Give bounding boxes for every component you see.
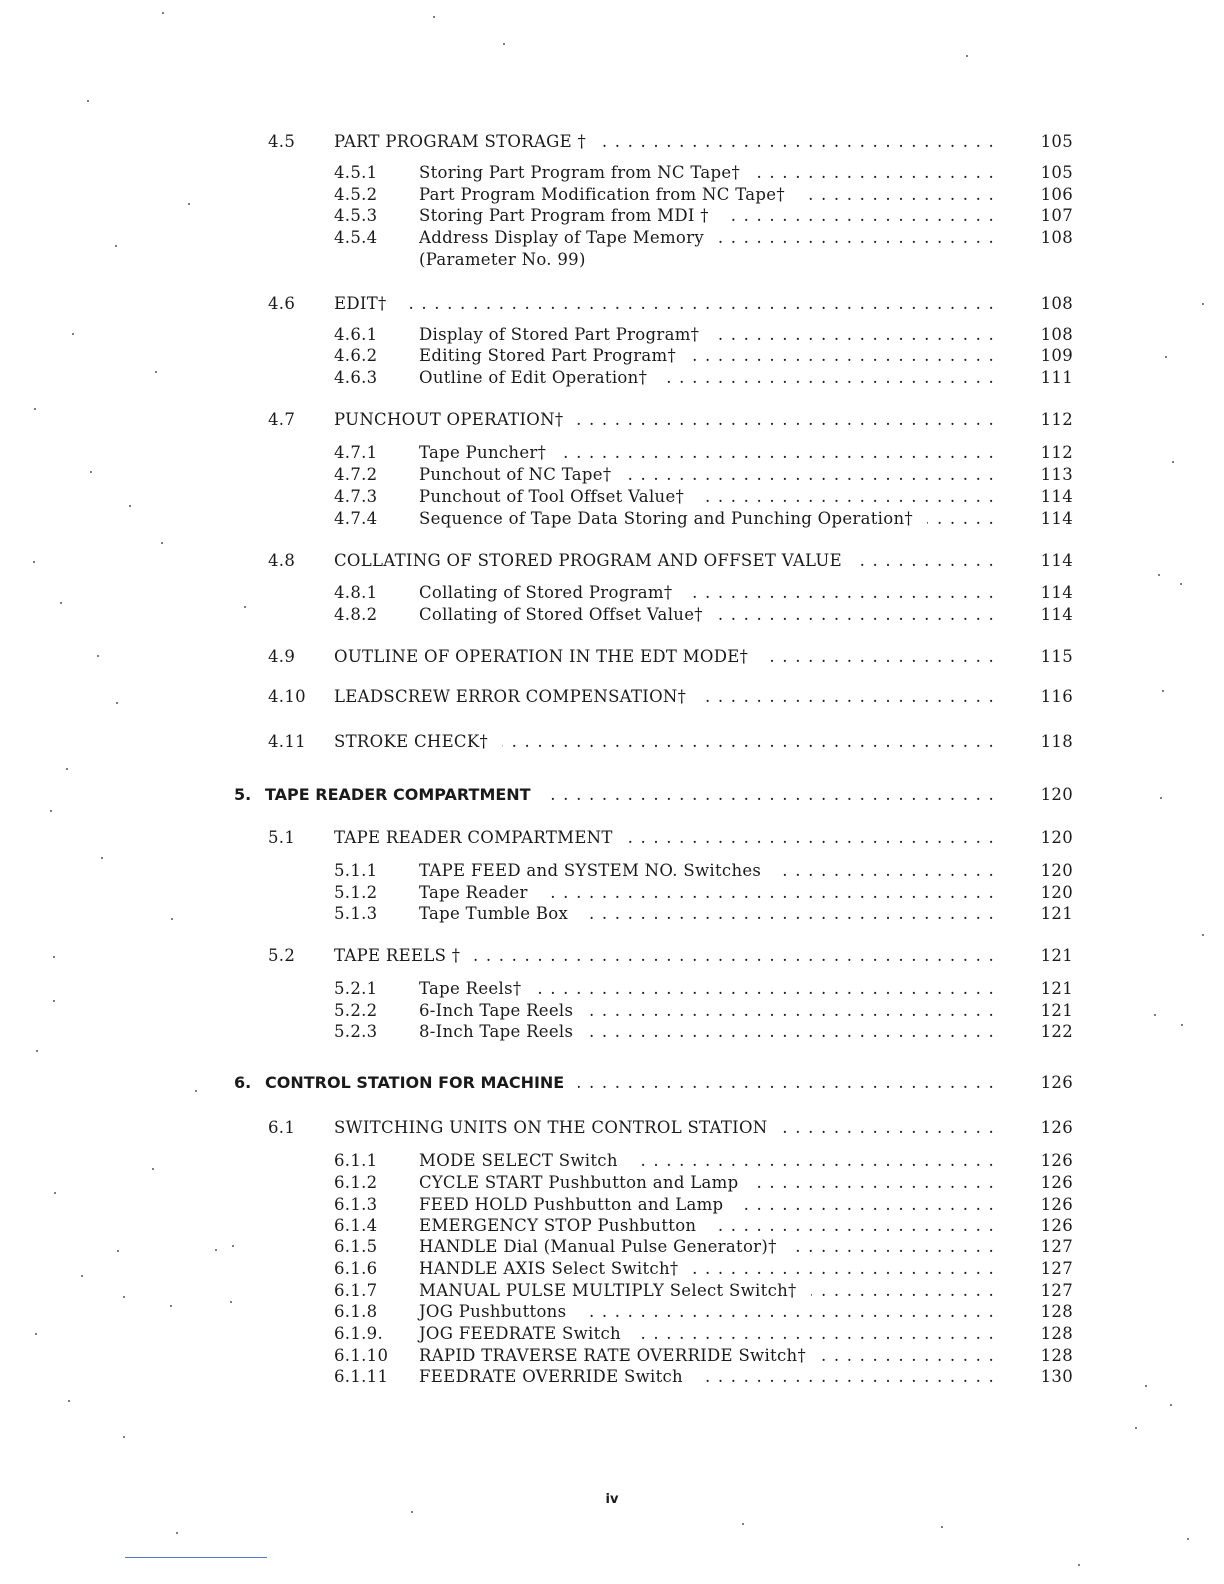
scan-speck: [1170, 1404, 1172, 1406]
scan-speck: [116, 702, 118, 704]
scan-speck: [81, 1275, 83, 1277]
toc-entry-number: 5.2.2: [334, 1001, 378, 1020]
scan-speck: [1160, 797, 1162, 799]
toc-entry-sub: [0, 582, 1224, 604]
toc-entry-title: Tape Puncher†: [419, 443, 547, 462]
scan-speck: [1165, 356, 1167, 358]
toc-entry-sub: [0, 1301, 1224, 1323]
dot-leader: [635, 1323, 995, 1345]
toc-entry-page: 130: [1040, 1367, 1073, 1386]
toc-entry-title: MANUAL PULSE MULTIPLY Select Switch†: [419, 1281, 797, 1300]
scan-speck: [1154, 1014, 1156, 1016]
dot-leader: [700, 686, 995, 708]
toc-entry-page: 113: [1040, 465, 1073, 484]
toc-entry-sub: [0, 442, 1224, 464]
dot-leader: [799, 184, 995, 206]
dot-leader: [686, 582, 995, 604]
toc-entry-title: JOG Pushbuttons: [419, 1302, 567, 1321]
dot-leader: [775, 860, 995, 882]
scan-speck: [215, 1249, 217, 1251]
toc-entry-page: 114: [1040, 509, 1073, 528]
dot-leader: [661, 367, 995, 389]
toc-entry-sub: [0, 1150, 1224, 1172]
scan-speck: [1145, 1385, 1147, 1387]
toc-entry-number: 4.8: [268, 551, 296, 570]
toc-entry-sub: [0, 1000, 1224, 1022]
scan-speck: [941, 1526, 943, 1528]
toc-entry-number: 5.1.3: [334, 904, 378, 923]
toc-entry-sub: [0, 324, 1224, 346]
toc-entry-title: CONTROL STATION FOR MACHINE: [265, 1073, 565, 1092]
scan-speck: [72, 333, 74, 335]
scan-speck: [90, 471, 92, 473]
toc-entry-sub: [0, 978, 1224, 1000]
dot-leader: [560, 442, 995, 464]
toc-entry-sub: [0, 162, 1224, 184]
scan-speck: [129, 505, 131, 507]
toc-entry-title: Tape Reels†: [419, 979, 522, 998]
toc-entry-title: TAPE READER COMPARTMENT: [334, 828, 613, 847]
scan-speck: [54, 1192, 56, 1194]
scan-speck: [87, 100, 89, 102]
toc-entry-title: FEEDRATE OVERRIDE Switch: [419, 1367, 683, 1386]
toc-entry-page: 126: [1040, 1173, 1073, 1192]
scan-speck: [1078, 1564, 1080, 1566]
toc-entry-number: 6.1.10: [334, 1346, 389, 1365]
dot-leader: [474, 945, 995, 967]
toc-entry-sub: [0, 1323, 1224, 1345]
toc-entry-page: 112: [1040, 443, 1073, 462]
toc-entry-sec: [0, 1117, 1224, 1139]
toc-entry-number: 4.8.2: [334, 605, 378, 624]
toc-entry-sub: [0, 1236, 1224, 1258]
toc-entry-number: 4.6.2: [334, 346, 378, 365]
toc-entry-title: RAPID TRAVERSE RATE OVERRIDE Switch†: [419, 1346, 806, 1365]
dot-leader: [580, 1301, 995, 1323]
toc-entry-title: 6-Inch Tape Reels: [419, 1001, 574, 1020]
toc-entry-chap: [0, 784, 1224, 806]
toc-entry-title: HANDLE Dial (Manual Pulse Generator)†: [419, 1237, 777, 1256]
dot-leader: [811, 1280, 995, 1302]
scan-speck: [1135, 1427, 1137, 1429]
toc-entry-title: Punchout of NC Tape†: [419, 465, 612, 484]
toc-entry-title: Tape Tumble Box: [419, 904, 569, 923]
dot-leader: [542, 882, 995, 904]
toc-entry-page: 126: [1040, 1195, 1073, 1214]
toc-entry-page: 127: [1040, 1281, 1073, 1300]
toc-entry-number: 5.2.1: [334, 979, 378, 998]
toc-entry-title: SWITCHING UNITS ON THE CONTROL STATION: [334, 1118, 768, 1137]
toc-entry-sub: [0, 604, 1224, 626]
toc-entry-page: 127: [1040, 1237, 1073, 1256]
toc-entry-title: FEED HOLD Pushbutton and Lamp: [419, 1195, 724, 1214]
toc-entry-number: 4.5.4: [334, 228, 378, 247]
dot-leader: [577, 409, 995, 431]
scan-speck: [66, 768, 68, 770]
toc-entry-page: 114: [1040, 487, 1073, 506]
toc-entry-page: 108: [1040, 294, 1073, 313]
scan-speck: [1158, 574, 1160, 576]
dot-leader: [723, 205, 995, 227]
toc-entry-title: MODE SELECT Switch: [419, 1151, 618, 1170]
scan-speck: [1202, 934, 1204, 936]
dot-leader: [718, 227, 995, 249]
scan-speck: [503, 43, 505, 45]
scan-speck: [1187, 1538, 1189, 1540]
toc-entry-number: 5.2.3: [334, 1022, 378, 1041]
toc-entry-page: 111: [1040, 368, 1073, 387]
toc-entry-title: Address Display of Tape Memory: [419, 228, 704, 247]
toc-entry-page: 118: [1040, 732, 1073, 751]
toc-entry-title: PUNCHOUT OPERATION†: [334, 410, 564, 429]
toc-entry-number: 6.1.7: [334, 1281, 378, 1300]
scan-speck: [115, 245, 117, 247]
toc-entry-title: TAPE FEED and SYSTEM NO. Switches: [419, 861, 762, 880]
scan-speck: [53, 1000, 55, 1002]
toc-entry-title: Sequence of Tape Data Storing and Punching Operation†: [419, 509, 913, 528]
dot-leader: [625, 464, 995, 486]
toc-entry-sec: [0, 131, 1224, 153]
toc-entry-title: Tape Reader: [419, 883, 528, 902]
toc-entry-title: (Parameter No. 99): [419, 250, 586, 269]
scan-speck: [188, 203, 190, 205]
toc-entry-title: Outline of Edit Operation†: [419, 368, 648, 387]
toc-entry-number: 6.1.8: [334, 1302, 378, 1321]
toc-entry-page: 112: [1040, 410, 1073, 429]
toc-entry-page: 128: [1040, 1324, 1073, 1343]
scan-speck: [123, 1436, 125, 1438]
toc-entry-number: 5.1.2: [334, 883, 378, 902]
scan-speck: [162, 12, 164, 14]
scan-speck: [50, 810, 52, 812]
toc-entry-number: 4.5.1: [334, 163, 378, 182]
dot-leader: [782, 1117, 995, 1139]
scan-speck: [1181, 1024, 1183, 1026]
toc-entry-number: 4.6.3: [334, 368, 378, 387]
toc-entry-page: 126: [1040, 1216, 1073, 1235]
dot-leader: [717, 604, 995, 626]
dot-leader: [627, 827, 995, 849]
toc-entry-sub: [0, 464, 1224, 486]
toc-entry-page: 122: [1040, 1022, 1073, 1041]
toc-entry-title: EMERGENCY STOP Pushbutton: [419, 1216, 697, 1235]
toc-entry-page: 115: [1040, 647, 1073, 666]
toc-entry-number: 4.7.1: [334, 443, 378, 462]
dot-leader: [791, 1236, 995, 1258]
toc-entry-number: 4.5.3: [334, 206, 378, 225]
toc-entry-number: 6.1.3: [334, 1195, 378, 1214]
scan-speck: [33, 561, 35, 563]
scan-speck: [101, 857, 103, 859]
toc-entry-sub: [0, 345, 1224, 367]
toc-entry-title: COLLATING OF STORED PROGRAM AND OFFSET VALUE: [334, 551, 842, 570]
toc-entry-number: 6.1.2: [334, 1173, 378, 1192]
scan-speck: [117, 1250, 119, 1252]
toc-entry-number: 6.1.1: [334, 1151, 378, 1170]
toc-entry-page: 126: [1040, 1118, 1073, 1137]
dot-leader: [737, 1194, 995, 1216]
scan-speck: [232, 1245, 234, 1247]
toc-entry-sub: [0, 882, 1224, 904]
toc-entry-sec: [0, 646, 1224, 668]
toc-entry-number: 6.1.5: [334, 1237, 378, 1256]
toc-entry-number: 4.7: [268, 410, 296, 429]
toc-entry-page: 107: [1040, 206, 1073, 225]
scan-speck: [97, 655, 99, 657]
toc-entry-title: Storing Part Program from NC Tape†: [419, 163, 740, 182]
toc-entry-sub: [0, 1366, 1224, 1388]
toc-entry-sec: [0, 409, 1224, 431]
toc-entry-sub: [0, 860, 1224, 882]
toc-entry-page: 106: [1040, 185, 1073, 204]
toc-entry-title: TAPE REELS †: [334, 946, 461, 965]
toc-entry-page: 108: [1040, 228, 1073, 247]
dot-leader: [545, 784, 995, 806]
toc-entry-title: 8-Inch Tape Reels: [419, 1022, 574, 1041]
toc-entry-sec: [0, 945, 1224, 967]
toc-entry-number: 5.: [234, 785, 252, 804]
toc-entry-page: 120: [1040, 785, 1073, 804]
dot-leader: [927, 508, 995, 530]
scan-speck: [60, 602, 62, 604]
toc-entry-number: 6.1.6: [334, 1259, 378, 1278]
dot-leader: [820, 1345, 995, 1367]
scan-speck: [123, 1296, 125, 1298]
toc-entry-sub: [0, 1021, 1224, 1043]
scan-speck: [34, 408, 36, 410]
toc-entry-sub: [0, 227, 1224, 249]
scan-speck: [176, 1532, 178, 1534]
scan-speck: [1202, 303, 1204, 305]
toc-entry-sub: [0, 367, 1224, 389]
dot-leader: [587, 1021, 995, 1043]
toc-entry-sub: [0, 903, 1224, 925]
toc-entry-sub: [0, 1194, 1224, 1216]
toc-entry-page: 126: [1040, 1151, 1073, 1170]
toc-entry-page: 108: [1040, 325, 1073, 344]
dot-leader: [713, 324, 995, 346]
toc-entry-page: 121: [1040, 1001, 1073, 1020]
dot-leader: [710, 1215, 995, 1237]
toc-entry-title: EDIT†: [334, 294, 387, 313]
toc-entry-title: Part Program Modification from NC Tape†: [419, 185, 785, 204]
toc-entry-page: 120: [1040, 883, 1073, 902]
toc-entry-number: 4.8.1: [334, 583, 378, 602]
scan-speck: [152, 1168, 154, 1170]
toc-entry-title: CYCLE START Pushbutton and Lamp: [419, 1173, 739, 1192]
scan-speck: [35, 1333, 37, 1335]
toc-entry-number: 4.7.3: [334, 487, 378, 506]
toc-entry-page: 126: [1040, 1073, 1073, 1092]
toc-entry-title: LEADSCREW ERROR COMPENSATION†: [334, 687, 687, 706]
toc-entry-sub: [0, 508, 1224, 530]
scan-speck: [155, 371, 157, 373]
toc-entry-number: 5.2: [268, 946, 296, 965]
toc-entry-sub: [0, 486, 1224, 508]
dot-leader: [856, 550, 995, 572]
toc-entry-page: 128: [1040, 1302, 1073, 1321]
dot-leader: [401, 293, 995, 315]
scan-speck: [36, 1050, 38, 1052]
toc-entry-sec: [0, 827, 1224, 849]
dot-leader: [502, 731, 995, 753]
toc-entry-number: 5.1: [268, 828, 296, 847]
dot-leader: [578, 1072, 995, 1094]
toc-entry-sec: [0, 293, 1224, 315]
dot-leader: [690, 345, 995, 367]
scan-speck: [742, 1523, 744, 1525]
toc-entry-title: STROKE CHECK†: [334, 732, 489, 751]
toc-entry-number: 4.9: [268, 647, 296, 666]
toc-entry-cont: [0, 249, 1224, 271]
toc-entry-number: 4.6: [268, 294, 296, 313]
toc-entry-sub: [0, 1215, 1224, 1237]
toc-entry-page: 105: [1040, 132, 1073, 151]
toc-entry-number: 4.11: [268, 732, 306, 751]
toc-entry-page: 121: [1040, 979, 1073, 998]
toc-entry-number: 6.1.4: [334, 1216, 378, 1235]
toc-entry-page: 128: [1040, 1346, 1073, 1365]
toc-entry-number: 4.5.2: [334, 185, 378, 204]
toc-entry-title: Collating of Stored Offset Value†: [419, 605, 703, 624]
toc-entry-page: 127: [1040, 1259, 1073, 1278]
dot-leader: [754, 162, 995, 184]
scan-speck: [1162, 690, 1164, 692]
toc-entry-title: Punchout of Tool Offset Value†: [419, 487, 685, 506]
toc-entry-title: Collating of Stored Program†: [419, 583, 673, 602]
toc-entry-number: 6.1.9.: [334, 1324, 384, 1343]
toc-entry-page: 114: [1040, 583, 1073, 602]
toc-entry-title: Storing Part Program from MDI †: [419, 206, 709, 225]
toc-entry-sec: [0, 731, 1224, 753]
toc-entry-sub: [0, 1172, 1224, 1194]
toc-entry-page: 121: [1040, 946, 1073, 965]
toc-entry-title: Display of Stored Part Program†: [419, 325, 700, 344]
toc-entry-sec: [0, 686, 1224, 708]
dot-leader: [582, 903, 995, 925]
toc-entry-page: 121: [1040, 904, 1073, 923]
scan-speck: [161, 542, 163, 544]
dot-leader: [698, 486, 995, 508]
toc-entry-page: 120: [1040, 828, 1073, 847]
scan-speck: [171, 918, 173, 920]
toc-entry-number: 4.10: [268, 687, 306, 706]
toc-entry-title: Editing Stored Part Program†: [419, 346, 677, 365]
scan-speck: [195, 1090, 197, 1092]
toc-entry-title: TAPE READER COMPARTMENT: [265, 785, 531, 804]
toc-entry-title: OUTLINE OF OPERATION IN THE EDT MODE†: [334, 647, 749, 666]
toc-entry-number: 4.7.2: [334, 465, 378, 484]
toc-entry-sub: [0, 1258, 1224, 1280]
toc-entry-page: 116: [1040, 687, 1073, 706]
toc-entry-title: HANDLE AXIS Select Switch†: [419, 1259, 679, 1278]
toc-entry-sub: [0, 1280, 1224, 1302]
dot-leader: [587, 1000, 995, 1022]
dot-leader: [692, 1258, 995, 1280]
scan-speck: [433, 16, 435, 18]
scan-speck: [411, 1511, 413, 1513]
dot-leader: [762, 646, 995, 668]
toc-entry-page: 120: [1040, 861, 1073, 880]
toc-entry-number: 4.7.4: [334, 509, 378, 528]
toc-entry-number: 6.: [234, 1073, 252, 1092]
scan-speck: [53, 956, 55, 958]
scan-speck: [244, 606, 246, 608]
toc-entry-page: 114: [1040, 551, 1073, 570]
scan-speck: [170, 1305, 172, 1307]
dot-leader: [752, 1172, 995, 1194]
toc-entry-number: 6.1.11: [334, 1367, 389, 1386]
toc-entry-chap: [0, 1072, 1224, 1094]
dot-leader: [600, 131, 995, 153]
toc-entry-number: 4.5: [268, 132, 296, 151]
toc-entry-number: 6.1: [268, 1118, 296, 1137]
toc-entry-page: 105: [1040, 163, 1073, 182]
toc-entry-sec: [0, 550, 1224, 572]
scan-speck: [230, 1301, 232, 1303]
scan-edge-line: [125, 1557, 267, 1558]
toc-entry-number: 4.6.1: [334, 325, 378, 344]
toc-entry-page: 109: [1040, 346, 1073, 365]
page-number-footer: iv: [605, 1492, 619, 1507]
toc-entry-number: 5.1.1: [334, 861, 378, 880]
dot-leader: [697, 1366, 995, 1388]
toc-entry-sub: [0, 1345, 1224, 1367]
toc-entry-page: 114: [1040, 605, 1073, 624]
scan-speck: [1172, 461, 1174, 463]
dot-leader: [535, 978, 995, 1000]
toc-entry-title: JOG FEEDRATE Switch: [419, 1324, 621, 1343]
toc-entry-sub: [0, 205, 1224, 227]
scan-speck: [1180, 583, 1182, 585]
dot-leader: [632, 1150, 995, 1172]
scan-speck: [966, 55, 968, 57]
toc-entry-sub: [0, 184, 1224, 206]
toc-entry-title: PART PROGRAM STORAGE †: [334, 132, 587, 151]
scan-speck: [68, 1400, 70, 1402]
